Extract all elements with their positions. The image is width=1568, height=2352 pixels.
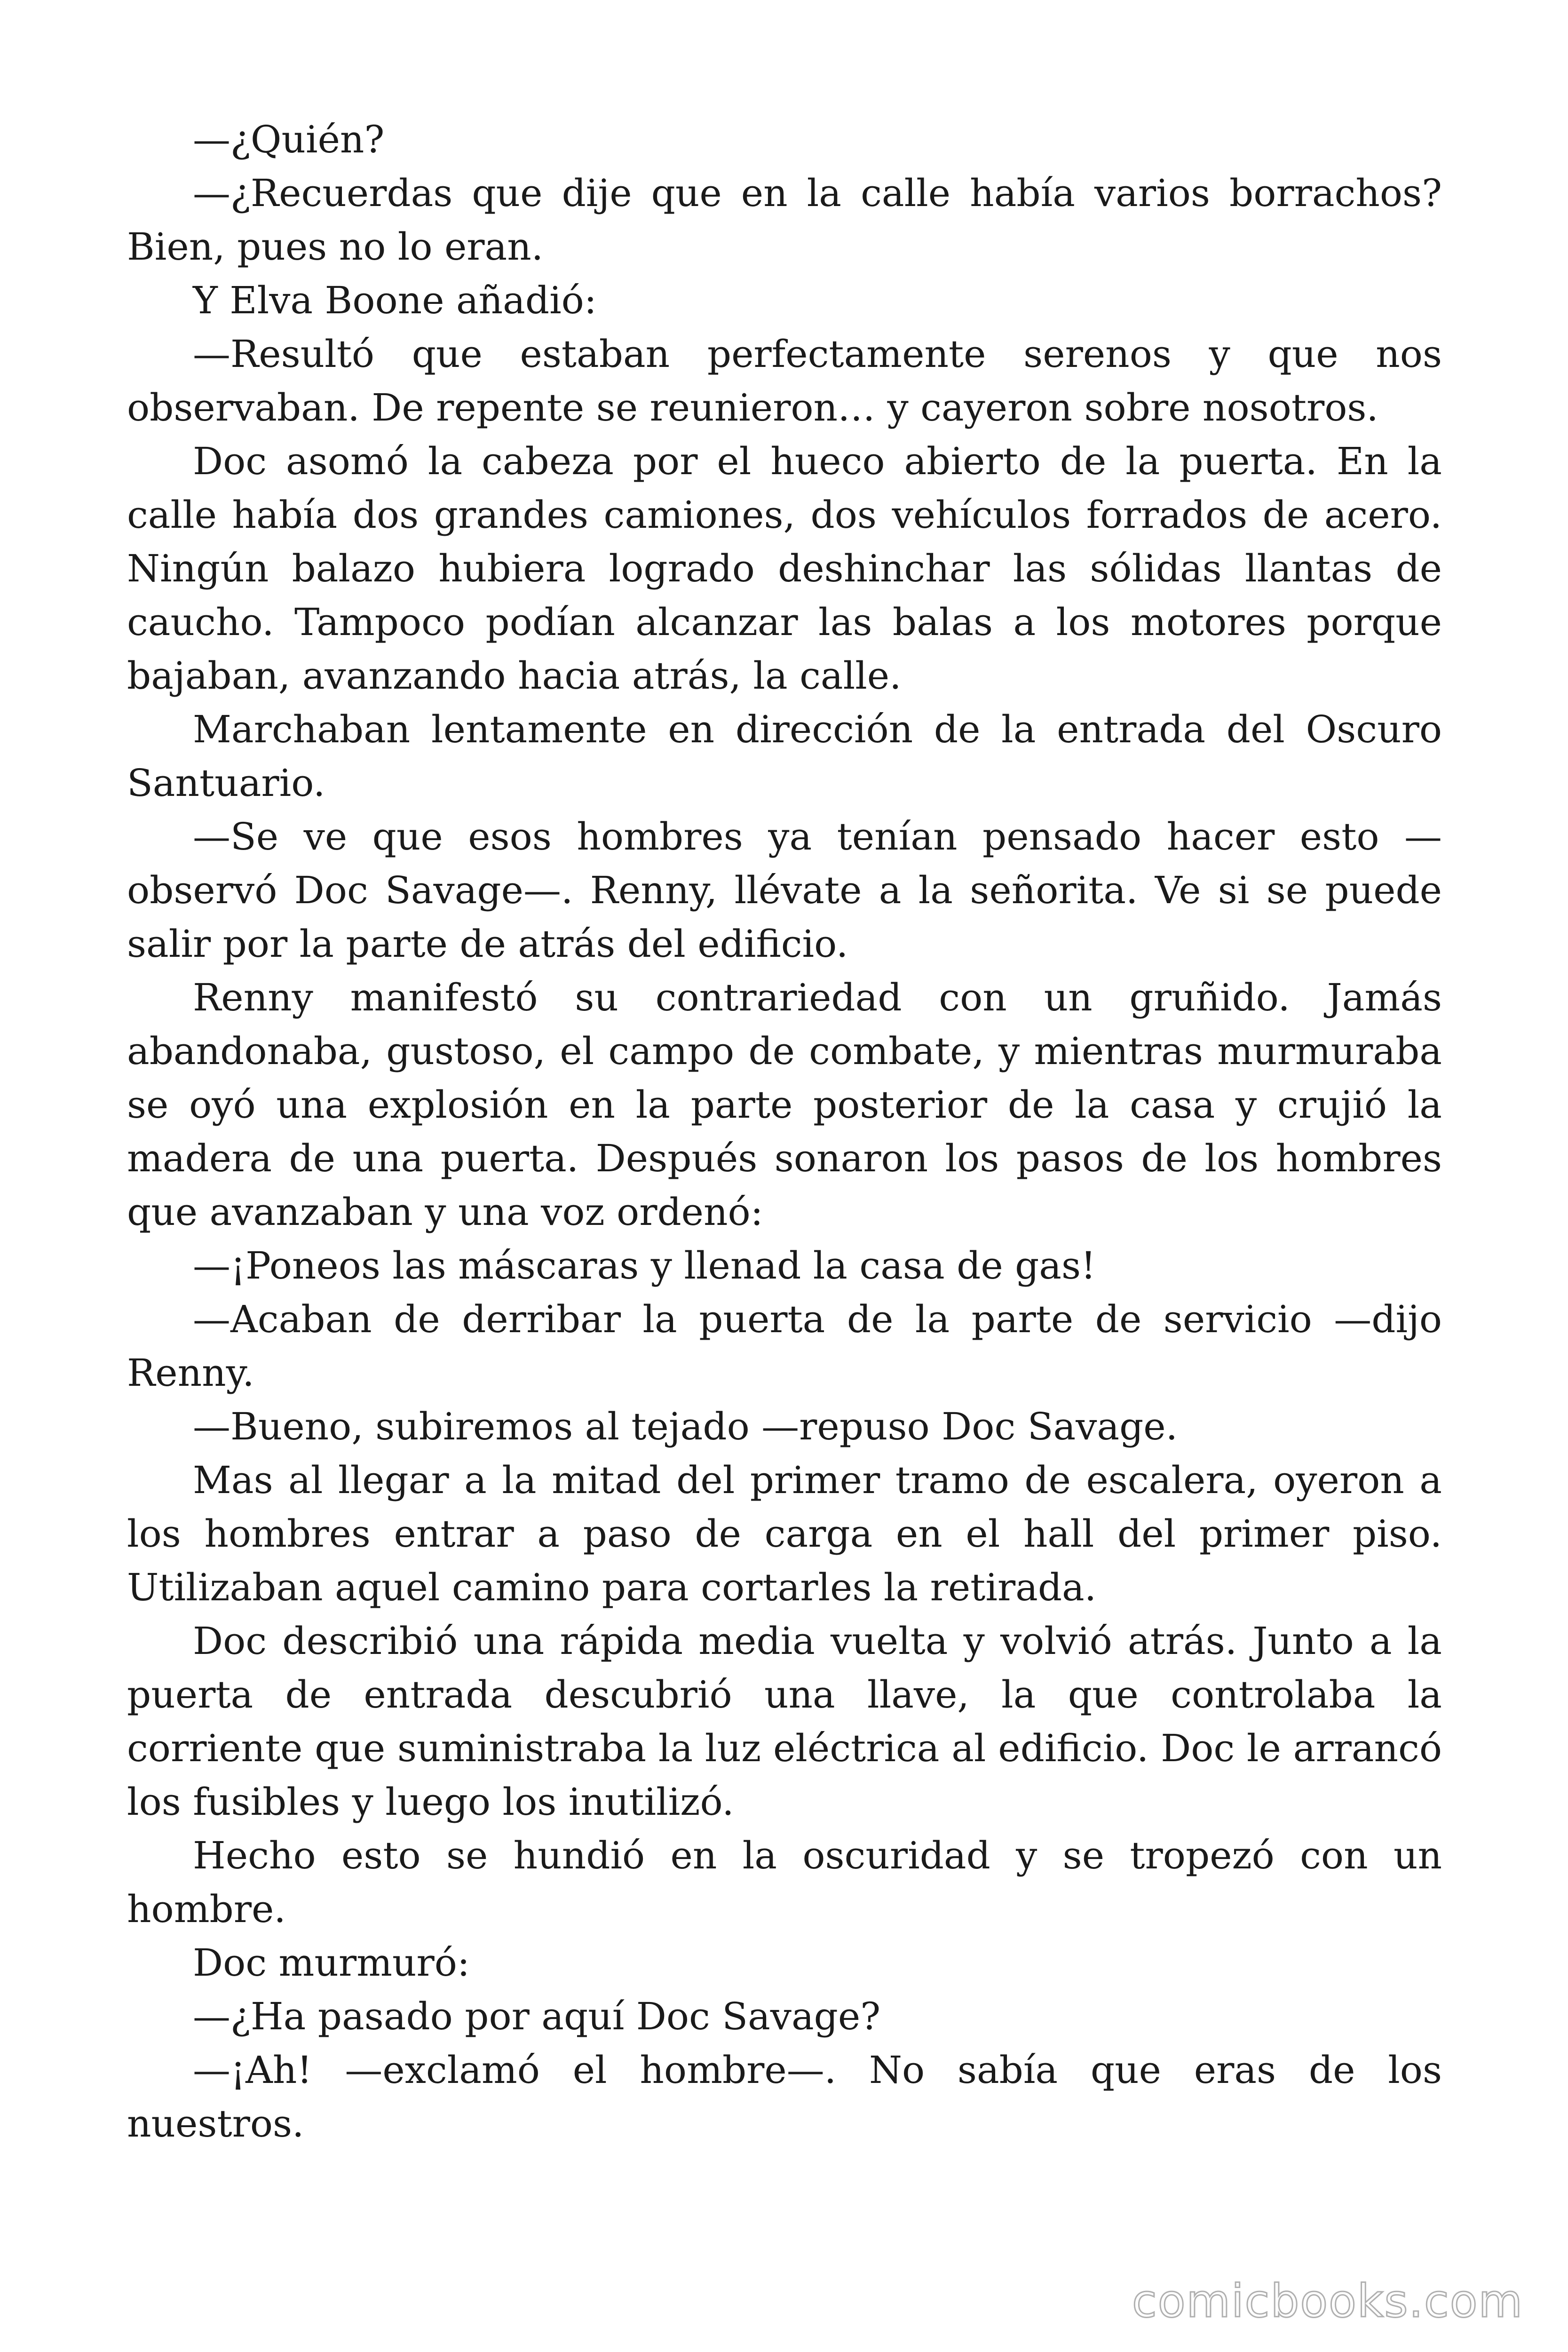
paragraph: Y Elva Boone añadió:: [193, 278, 597, 322]
paragraph: Hecho esto se hundió en la oscuridad y se tropezó con un hombre.: [127, 1834, 1442, 1931]
book-page: [127, 113, 1442, 2220]
paragraph: Marchaban lentamente en dirección de la entrada del Oscuro Santuario.: [127, 707, 1442, 805]
paragraph: —¿Recuerdas que dije que en la calle había varios borrachos? Bien, pues no lo eran.: [127, 171, 1442, 269]
paragraph: Doc asomó la cabeza por el hueco abierto de la puerta. En la calle había dos grandes camiones, dos vehículos forrados de acero. Ningún balazo hubiera logrado deshinchar las sólidas llantas de caucho. Tampoco podían alcanzar las balas a los motores porque bajaban, avanzando hacia atrás, la calle.: [127, 439, 1442, 698]
paragraph: —¡Ah! —exclamó el hombre—. No sabía que eras de los nuestros.: [127, 2048, 1442, 2145]
paragraph: —¿Ha pasado por aquí Doc Savage?: [193, 1994, 881, 2038]
paragraph: Doc describió una rápida media vuelta y volvió atrás. Junto a la puerta de entrada descubrió una llave, la que controlaba la corriente que suministraba la luz eléctrica al edificio. Doc le arrancó los fusibles y luego los inutilizó.: [127, 1619, 1442, 1824]
paragraph: Doc murmuró:: [193, 1941, 470, 1985]
paragraph: —Bueno, subiremos al tejado —repuso Doc Savage.: [193, 1405, 1178, 1448]
paragraph: —¡Poneos las máscaras y llenad la casa de gas!: [193, 1244, 1096, 1287]
paragraph: —¿Quién?: [193, 118, 385, 161]
paragraph: Renny manifestó su contrariedad con un gruñido. Jamás abandonaba, gustoso, el campo de combate, y mientras murmuraba se oyó una explosión en la parte posterior de la casa y crujió la madera de una puerta. Después sonaron los pasos de los hombres que avanzaban y una voz ordenó:: [127, 976, 1442, 1234]
paragraph: Mas al llegar a la mitad del primer tramo de escalera, oyeron a los hombres entrar a paso de carga en el hall del primer piso. Utilizaban aquel camino para cortarles la retirada.: [127, 1458, 1442, 1609]
paragraph: —Se ve que esos hombres ya tenían pensado hacer esto —observó Doc Savage—. Renny, llévate a la señorita. Ve si se puede salir por la parte de atrás del edificio.: [127, 815, 1442, 966]
paragraph: —Acaban de derribar la puerta de la parte de servicio —dijo Renny.: [127, 1297, 1442, 1395]
paragraph: —Resultó que estaban perfectamente serenos y que nos observaban. De repente se reunieron… y cayeron sobre nosotros.: [127, 332, 1442, 429]
watermark: comicbooks.com: [1132, 2275, 1523, 2328]
